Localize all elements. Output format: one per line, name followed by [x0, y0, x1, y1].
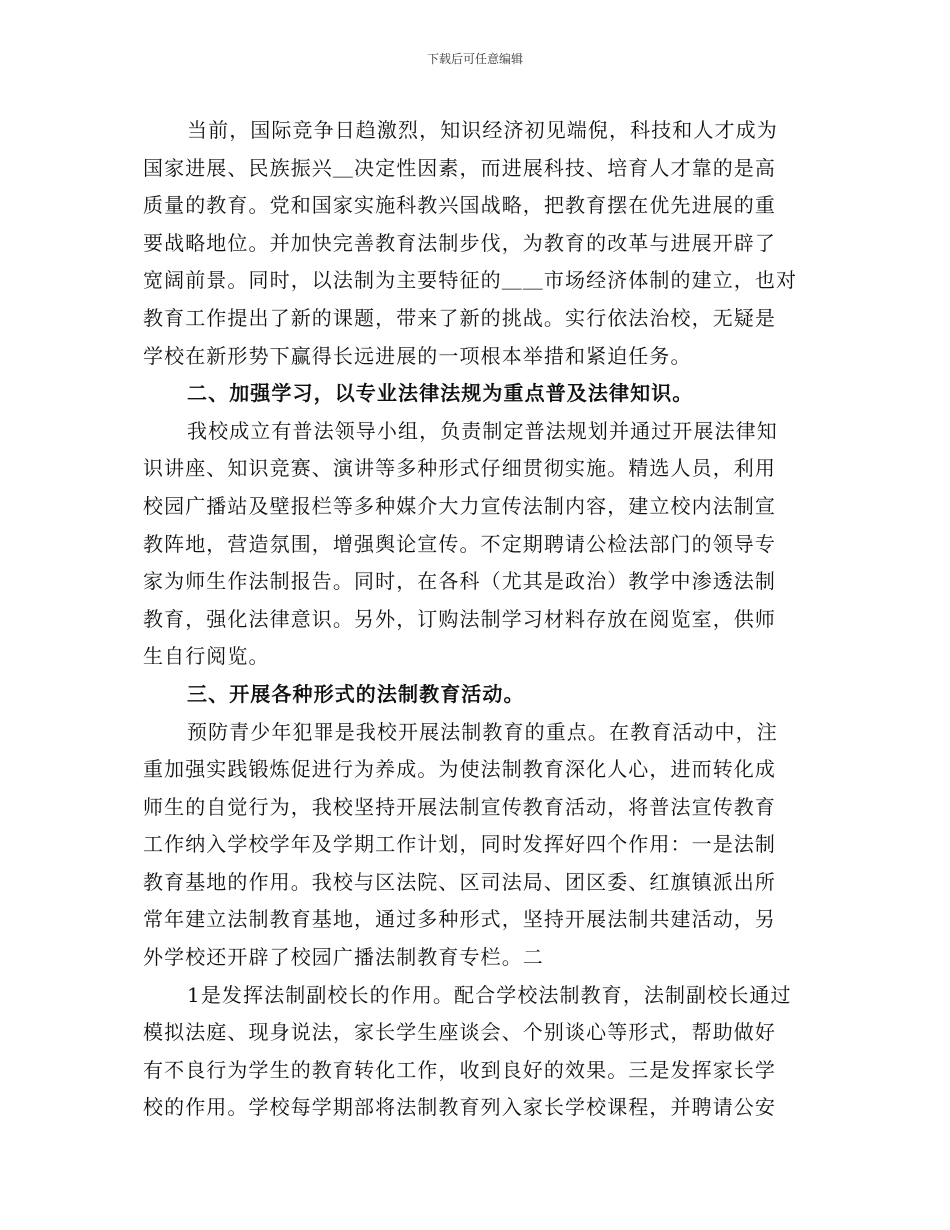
- paragraph-line: 要战略地位。并加快完善教育法制步伐，为教育的改革与进展开辟了: [143, 230, 776, 255]
- paragraph-line: 教育，强化法律意识。另外，订购法制学习材料存放在阅览室，供师: [143, 606, 776, 631]
- paragraph-line: 教阵地，营造氛围，增强舆论宣传。不定期聘请公检法部门的领导专: [143, 531, 776, 556]
- paragraph-line: 教育基地的作用。我校与区法院、区司法局、团区委、红旗镇派出所: [143, 869, 776, 894]
- paragraph-line: 我校成立有普法领导小组，负责制定普法规划并通过开展法律知: [187, 418, 778, 443]
- paragraph-line: 国家进展、民族振兴＿决定性因素，而进展科技、培育人才靠的是高: [143, 155, 776, 180]
- paragraph-line: 校园广播站及壁报栏等多种媒介大力宣传法制内容，建立校内法制宣: [143, 493, 776, 518]
- document-body: [143, 112, 843, 1127]
- section-heading: 三、开展各种形式的法制教育活动。: [187, 681, 525, 706]
- paragraph-line: 识讲座、知识竞赛、演讲等多种形式仔细贯彻实施。精选人员，利用: [143, 456, 776, 481]
- paragraph-line: 宽阔前景。同时，以法制为主要特征的＿＿市场经济体制的建立，也对: [143, 268, 798, 293]
- paragraph-line: 学校在新形势下赢得长远进展的一项根本举措和紧迫任务。: [143, 343, 692, 368]
- paragraph-line: 校的作用。学校每学期部将法制教育列入家长学校课程，并聘请公安: [143, 1095, 776, 1120]
- paragraph-line: 模拟法庭、现身说法，家长学生座谈会、个别谈心等形式，帮助做好: [143, 1020, 776, 1045]
- paragraph-line: 生自行阅览。: [143, 644, 270, 669]
- paragraph-line: 1是发挥法制副校长的作用。配合学校法制教育，法制副校长通过: [187, 982, 792, 1007]
- paragraph-line: 当前，国际竞争日趋激烈，知识经济初见端倪，科技和人才成为: [187, 118, 778, 142]
- paragraph-line: 家为师生作法制报告。同时，在各科（尤其是政治）教学中渗透法制: [143, 569, 776, 594]
- paragraph-line: 质量的教育。党和国家实施科教兴国战略，把教育摆在优先进展的重: [143, 193, 776, 218]
- paragraph-line: 预防青少年犯罪是我校开展法制教育的重点。在教育活动中，注: [187, 719, 778, 744]
- paragraph-line: 教育工作提出了新的课题，带来了新的挑战。实行依法治校，无疑是: [143, 305, 776, 330]
- paragraph-line: 工作纳入学校学年及学期工作计划，同时发挥好四个作用：一是法制: [143, 832, 776, 857]
- section-heading: 二、加强学习，以专业法律法规为重点普及法律知识。: [187, 381, 694, 406]
- paragraph-line: 有不良行为学生的教育转化工作，收到良好的效果。三是发挥家长学: [143, 1057, 776, 1082]
- page-header: 下载后可任意编辑: [426, 52, 523, 66]
- paragraph-line: 常年建立法制教育基地，通过多种形式，坚持开展法制共建活动，另: [143, 907, 776, 932]
- paragraph-line: 外学校还开辟了校园广播法制教育专栏。二: [143, 945, 544, 970]
- paragraph-line: 师生的自觉行为，我校坚持开展法制宣传教育活动，将普法宣传教育: [143, 794, 776, 819]
- paragraph-line: 重加强实践锻炼促进行为养成。为使法制教育深化人心，进而转化成: [143, 757, 776, 782]
